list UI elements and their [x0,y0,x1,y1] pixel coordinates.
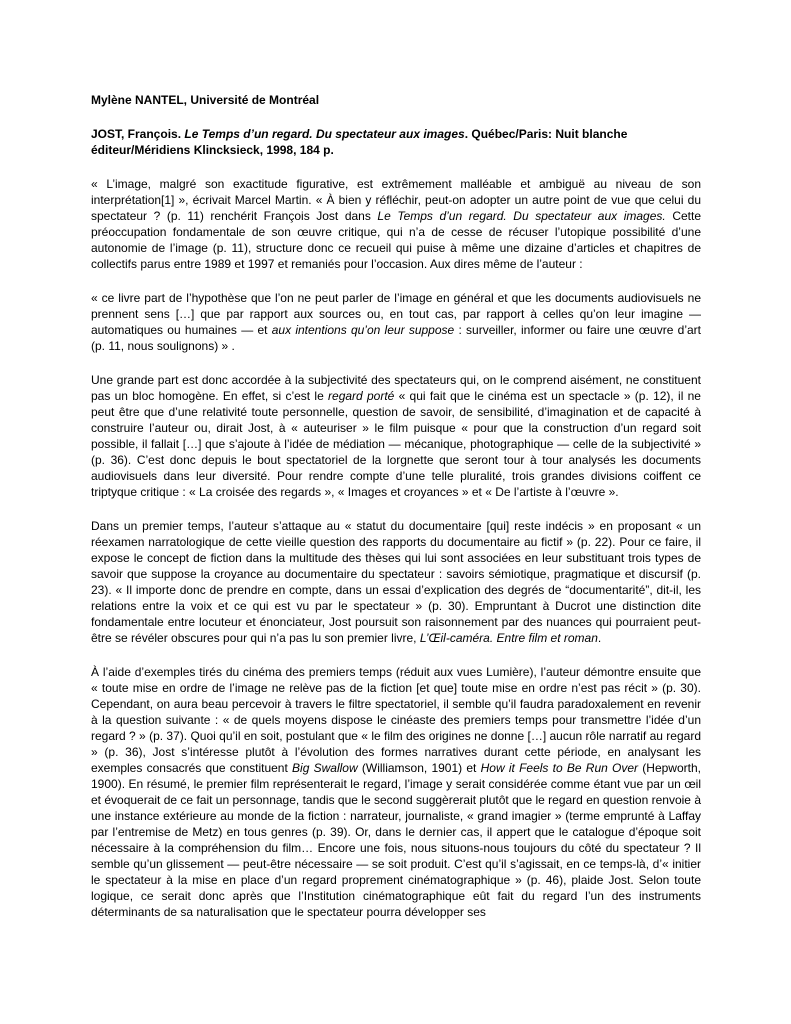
paragraph-5-text-a: À l’aide d’exemples tirés du cinéma des premiers temps (réduit aux vues Lumière), l’auteur démontre ensuite que « toute mise en ordre de l’image ne relève pas de la fiction [et que] toute mise en ordre n’est pas récit » (p. 30). Cependant, on aura beau percevoir à travers le filtre spectatoriel, il semble qu’il faudra paradoxalement en revenir à la question suivante : « de quels moyens dispose le cinéaste des premiers temps pour transmettre l’idée d’un regard ? » (p. 37). Quoi qu’il en soit, postulant que « le film des origines ne donne […] aucun rôle narratif au regard » (p. 36), Jost s’intéresse plutôt à l’évolution des formes narratives durant cette période, en analysant les exemples consacrés que constituent [91,665,701,775]
reference-author: JOST, François. [91,127,182,141]
paragraph-2-italic: aux intentions qu’on leur suppose [271,323,455,337]
paragraph-4-text-b: . [597,631,602,645]
paragraph-3-text-b: « qui fait que le cinéma est un spectacle » (p. 12), il ne peut être que d’une relativité toute personnelle, question de savoir, de sensibilité, d’imagination et de capacité à construire l’auteur ou, dirait Jost, à « auteuriser » le film puisque « pour que la construction d’un regard soit possible, il fallait […] que s’ajoute à l’idée de médiation — mécanique, photographique — celle de la subjectivité » (p. 36). C’est donc depuis le bout spectatoriel de la lorgnette que seront tour à tour analysés les documents audiovisuels dans leur diversité. Pour rendre compte d’une telle pluralité, trois grandes divisions coiffent ce triptyque critique : « La croisée des regards », « Images et croyances » et « De l’artiste à l’œuvre ». [91,389,701,499]
document-page [91,92,701,938]
paragraph-2-text-a: « ce livre part de l’hypothèse que l’on ne peut parler de l’image en général et que les documents audiovisuels ne prennent sens […] que par rapport aux sources ou, en tout cas, par rapport à celles qu’on leur imagine — automatiques ou humaines — et [91,291,701,337]
paragraph-5-italic-title-1: Big Swallow [292,761,358,775]
paragraph-1-italic-title: Le Temps d’un regard. Du spectateur aux images. [377,209,666,223]
paragraph-4-italic-title: L’Œil-caméra. Entre film et roman [419,631,598,645]
paragraph-5-text-b: (Williamson, 1901) et [357,761,481,775]
paragraph-5-text-c: (Hepworth, 1900). En résumé, le premier film représenterait le regard, l’image y serait considérée comme étant vue par un œil et évoquerait de ce fait un personnage, tandis que le second suggèrerait plutôt que le regard en question renvoie à une instance extérieure au monde de la fiction : narrateur, journaliste, « grand imagier » (terme emprunté à Laffay par l’entremise de Metz) en tous genres (p. 39). Or, dans le dernier cas, il appert que le catalogue d’époque soit nécessaire à la compréhension du film… Encore une fois, nous situons-nous toujours du côté du spectateur ? Il semble qu’un glissement — peut-être nécessaire — se soit produit. C’est qu’il s’agissait, en ce temps-là, d’« initier le spectateur à la mise en place d’un regard proprement cinématographique » (p. 46), plaide Jost. Selon toute logique, ce serait donc après que l’Institution cinématographique eût fait du regard l’un des instruments déterminants de sa naturalisation que le spectateur pourra développer ses [91,761,701,919]
paragraph-5-italic-title-2: How it Feels to Be Run Over [480,761,639,775]
paragraph-2-quote [91,290,701,354]
paragraph-1-text-a: « L’image, malgré son exactitude figurative, est extrêmement malléable et ambiguë au niveau de son interprétation[1] », écrivait Marcel Martin. « À bien y réfléchir, peut-on adopter un autre point de vue que celui du spectateur ? (p. 11) renchérit François Jost dans [91,177,701,223]
paragraph-3 [91,372,701,500]
paragraph-3-italic: regard porté [328,389,395,403]
author-affiliation: Mylène NANTEL, Université de Montréal [91,93,320,107]
book-reference [91,126,701,158]
reference-title: Le Temps d’un regard. Du spectateur aux images [184,127,465,141]
paragraph-5 [91,664,701,920]
paragraph-2-text-b: : surveiller, informer ou faire une œuvre d’art (p. 11, nous soulignons) » . [91,323,701,353]
paragraph-1 [91,176,701,272]
paragraph-1-text-b: Cette préoccupation fondamentale de son œuvre critique, qui n’a de cesse de récuser l’utopique possibilité d’une autonomie de l’image (p. 11), structure donc ce recueil qui puise à même une dizaine d’articles et chapitres de collectifs parus entre 1989 et 1997 et remaniés pour l’occasion. Aux dires même de l’auteur : [91,209,701,271]
paragraph-3-text-a: Une grande part est donc accordée à la subjectivité des spectateurs qui, on le comprend aisément, ne constituent pas un bloc homogène. En effet, si c’est le [91,373,701,403]
reference-publisher: . Québec/Paris: Nuit blanche éditeur/Méridiens Klincksieck, 1998, 184 p. [91,127,628,157]
paragraph-4 [91,518,701,646]
paragraph-4-text-a: Dans un premier temps, l’auteur s’attaque au « statut du documentaire [qui] reste indécis » en proposant « un réexamen narratologique de cette vieille question des rapports du documentaire au fictif » (p. 22). Pour ce faire, il expose le concept de fiction dans la multitude des thèses qui lui sont associées en leur substituant trois types de savoir que suppose la croyance au documentaire du spectateur : savoirs sémiotique, pragmatique et discursif (p. 23). « Il importe donc de prendre en compte, dans un essai d’explication des degrés de “documentarité”, dit-il, les relations entre la voix et ce qui est vu par le spectateur » (p. 30). Empruntant à Ducrot une distinction dite fondamentale entre locuteur et énonciateur, Jost poursuit son raisonnement par des nuances qui pourraient peut-être se révéler obscures pour qui n’a pas lu son premier livre, [91,519,701,645]
